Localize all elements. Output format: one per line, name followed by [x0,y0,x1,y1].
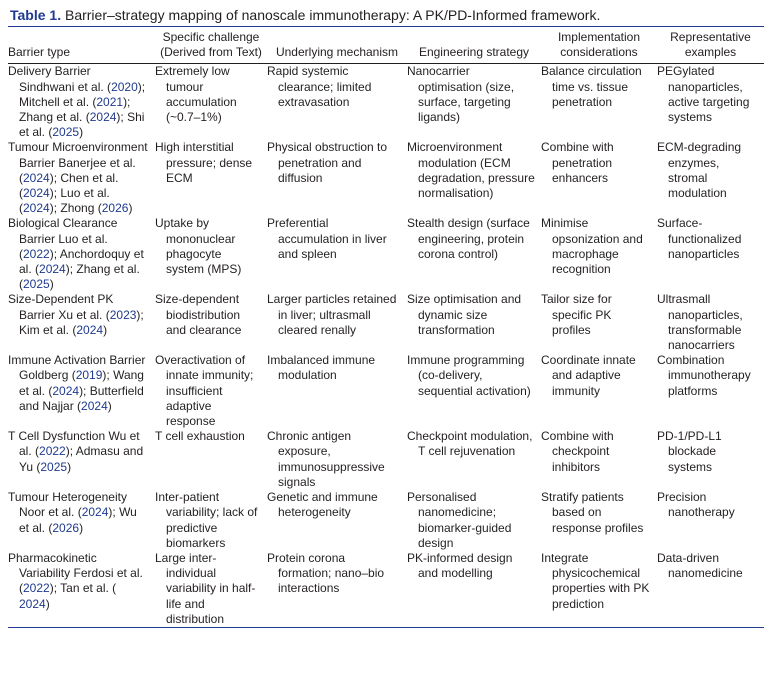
citation-year-link[interactable]: 2023 [109,307,137,322]
table-row [8,490,764,551]
table-label: Table 1. [10,7,62,23]
underlying-mechanism-text: Protein corona formation; nano–bio interactions [267,550,385,596]
citation-year-link[interactable]: 2024 [81,505,109,520]
citation-year-link[interactable]: 2026 [52,520,80,535]
specific-challenge-cell [155,140,267,216]
representative-examples-text: ECM-degrading enzymes, stromal modulation [657,140,742,201]
engineering-strategy-text: Nanocarrier optimisation (size, surface, targeting ligands) [407,64,515,125]
representative-examples-cell [657,216,764,292]
barrier-type-text [8,551,155,612]
header-barrier-type: Barrier type [8,30,155,64]
underlying-mechanism-cell [267,551,407,628]
table-row [8,551,764,628]
engineering-strategy-cell [407,551,541,628]
table-row [8,216,764,292]
engineering-strategy-cell [407,490,541,551]
representative-examples-cell [657,490,764,551]
specific-challenge-text: T cell exhaustion [155,429,245,444]
barrier-type-cell [8,353,155,429]
implementation-cell [541,551,657,628]
citation-text: Wu et al. ( [19,429,140,459]
citation-text: ( [19,201,23,216]
specific-challenge-cell [155,429,267,490]
representative-examples-text: PD-1/PD-L1 blockade systems [657,429,722,474]
citation-separator: ); Luo et al. [49,186,110,201]
citation-text: et al. ( [19,520,53,535]
implementation-text: Combine with penetration enhancers [541,140,614,185]
engineering-strategy-cell [407,140,541,216]
citation-year-link[interactable]: 2024 [19,596,46,611]
implementation-cell [541,292,657,353]
citation-text: Zhang et al. ( [19,110,90,125]
header-row [8,30,764,64]
citation-separator: ); Tan et al. ( [49,581,117,596]
underlying-mechanism-cell [267,64,407,141]
table-row [8,292,764,353]
citation-text: Kim et al. ( [19,322,77,337]
citation-text: Banerjee et al. ( [19,155,136,185]
citation-separator: ) [67,459,72,474]
barrier-type-cell [8,292,155,353]
citation-year-link[interactable]: 2024 [81,398,108,413]
barrier-strategy-table [8,30,764,628]
citation-year-link[interactable]: 2024 [23,186,50,201]
underlying-mechanism-text: Preferential accumulation in liver and spleen [267,216,387,261]
representative-examples-text: Precision nanotherapy [657,490,735,520]
citation-year-link[interactable]: 2025 [40,459,68,474]
underlying-mechanism-text: Rapid systemic clearance; limited extravasation [267,64,372,109]
implementation-cell [541,64,657,141]
citation-separator: ) [79,520,84,535]
citation-text: Sindhwani et al. ( [19,79,112,94]
table-row [8,140,764,216]
specific-challenge-text: Overactivation of innate immunity; insufficient adaptive response [155,353,254,429]
engineering-strategy-cell [407,292,541,353]
citation-text: Luo et al. ( [19,231,108,261]
barrier-type-cell [8,551,155,628]
citation-separator: ); Wu [108,505,137,520]
representative-examples-cell [657,353,764,429]
specific-challenge-text: Inter-patient variability; lack of predictive biomarkers [155,490,258,550]
citation-year-link[interactable]: 2024 [89,110,117,125]
barrier-type-cell [8,429,155,490]
representative-examples-text: Data-driven nanomedicine [657,550,743,581]
barrier-type-cell [8,140,155,216]
implementation-cell [541,429,657,490]
citation-text: ( [19,186,23,201]
table-row [8,64,764,141]
engineering-strategy-text: Size optimisation and dynamic size transformation [407,292,522,337]
citation-separator: ) [107,398,112,413]
underlying-mechanism-text: Physical obstruction to penetration and diffusion [267,140,388,185]
specific-challenge-cell [155,490,267,551]
underlying-mechanism-cell [267,353,407,429]
specific-challenge-cell [155,353,267,429]
barrier-type-cell [8,64,155,141]
representative-examples-cell [657,140,764,216]
representative-examples-cell [657,64,764,141]
table-title: Barrier–strategy mapping of nanoscale immunotherapy: A PK/PD-Informed framework. [64,7,601,23]
barrier-name: Delivery Barrier [8,64,91,79]
barrier-name: T Cell Dysfunction [8,429,106,444]
implementation-text: Stratify patients based on response profiles [541,490,644,535]
implementation-text: Tailor size for specific PK profiles [541,292,612,337]
citation-separator: ) [79,125,84,140]
engineering-strategy-text: PK-informed design and modelling [407,550,513,581]
specific-challenge-text: Uptake by mononuclear phagocyte system (MPS) [155,216,242,277]
engineering-strategy-text: Microenvironment modulation (ECM degradation, pressure normalisation) [407,140,535,201]
citation-separator: ); Zhang [65,262,111,277]
citation-year-link[interactable]: 2021 [96,94,124,109]
table-row [8,429,764,490]
barrier-type-text [8,216,155,292]
specific-challenge-cell [155,551,267,628]
implementation-text: Combine with checkpoint inhibitors [541,429,614,474]
representative-examples-cell [657,429,764,490]
barrier-type-text [8,140,155,216]
citation-separator: ) [45,596,50,611]
barrier-name: Tumour Microenvironment Barrier [8,140,148,170]
header-engineering-strategy: Engineering strategy [407,30,541,64]
implementation-cell [541,216,657,292]
top-rule [8,26,764,27]
barrier-type-cell [8,490,155,551]
citation-year-link[interactable]: 2024 [23,201,50,216]
citation-text: and Yu ( [19,444,144,474]
engineering-strategy-text: Personalised nanomedicine; biomarker-guided design [407,490,512,550]
implementation-text: Integrate physicochemical properties with PK prediction [541,550,650,611]
underlying-mechanism-cell [267,292,407,353]
underlying-mechanism-cell [267,216,407,292]
citation-year-link[interactable]: 2022 [23,246,50,261]
engineering-strategy-cell [407,353,541,429]
engineering-strategy-text: Checkpoint modulation, T cell rejuvenation [407,429,533,459]
underlying-mechanism-text: Imbalanced immune modulation [267,353,376,383]
implementation-cell [541,490,657,551]
citation-text: Najjar ( [42,398,82,413]
barrier-type-text [8,292,155,338]
barrier-type-text [8,490,155,536]
specific-challenge-cell [155,216,267,292]
barrier-name: Pharmacokinetic Variability [8,550,97,581]
table-caption [10,6,600,24]
citation-separator: ); [123,94,131,109]
implementation-text: Coordinate innate and adaptive immunity [541,353,636,398]
barrier-name: Size-Dependent PK Barrier [8,292,114,322]
citation-separator: ); Anchordoquy [49,246,131,261]
engineering-strategy-text: Stealth design (surface engineering, protein corona control) [407,216,530,261]
citation-text: Mitchell et al. ( [19,94,97,109]
header-specific-challenge: Specific challenge (Derived from Text) [155,30,267,64]
citation-text: Xu et al. ( [58,307,110,322]
citation-year-link[interactable]: 2026 [101,201,129,216]
implementation-text: Minimise opsonization and macrophage recognition [541,216,643,277]
citation-year-link[interactable]: 2020 [111,79,138,94]
citation-separator: ); Zhong [49,201,95,216]
citation-year-link[interactable]: 2024 [52,383,80,398]
engineering-strategy-text: Immune programming (co-delivery, sequential activation) [407,353,531,398]
citation-year-link[interactable]: 2025 [23,277,50,292]
citation-text: ( [97,201,102,216]
implementation-cell [541,140,657,216]
barrier-type-cell [8,216,155,292]
barrier-name: Biological Clearance Barrier [8,216,118,246]
header-representative-examples: Representative examples [657,30,764,64]
specific-challenge-text: Size-dependent biodistribution and clearance [155,292,242,337]
citation-year-link[interactable]: 2024 [23,170,50,185]
representative-examples-cell [657,551,764,628]
citation-separator: ) [128,201,133,216]
underlying-mechanism-cell [267,140,407,216]
citation-text: ( [48,383,53,398]
barrier-type-text [8,353,155,414]
underlying-mechanism-text: Genetic and immune heterogeneity [267,490,378,520]
representative-examples-text: Combination immunotherapy platforms [657,353,751,398]
citation-text: et al. ( [19,246,144,277]
citation-separator: ); [137,79,146,94]
specific-challenge-text: Large inter-individual variability in half-life and distribution [155,550,256,626]
barrier-name: Tumour Heterogeneity [8,490,127,505]
citation-separator: ); Chen et al. [49,170,119,185]
citation-year-link[interactable]: 2025 [52,125,80,140]
table-body [8,64,764,628]
representative-examples-text: Surface-functionalized nanoparticles [657,216,742,261]
underlying-mechanism-cell [267,490,407,551]
citation-separator: ) [49,277,54,292]
underlying-mechanism-cell [267,429,407,490]
specific-challenge-text: Extremely low tumour accumulation (~0.7–1%) [155,64,237,125]
barrier-type-text [8,64,155,140]
underlying-mechanism-text: Larger particles retained in liver; ultrasmall cleared renally [267,292,397,337]
citation-separator: ); Shi [116,110,145,125]
citation-separator: ); Butterfield and [19,383,144,413]
header-implementation-considerations: Implementation considerations [541,30,657,64]
engineering-strategy-cell [407,429,541,490]
citation-separator: ) [103,322,108,337]
table-row [8,353,764,429]
barrier-type-text [8,429,155,475]
implementation-text: Balance circulation time vs. tissue penetration [541,64,642,109]
citation-year-link[interactable]: 2019 [75,368,103,383]
implementation-cell [541,353,657,429]
citation-year-link[interactable]: 2022 [39,444,66,459]
specific-challenge-text: High interstitial pressure; dense ECM [155,140,253,185]
citation-separator: ); Wang et al. [19,368,144,398]
underlying-mechanism-text: Chronic antigen exposure, immunosuppressive signals [267,429,385,489]
specific-challenge-cell [155,64,267,141]
citation-text: Ferdosi et al. ( [19,566,143,596]
citation-separator: ); Admasu [65,444,120,459]
citation-year-link[interactable]: 2024 [76,322,104,337]
citation-text: Noor et al. ( [19,505,82,520]
citation-year-link[interactable]: 2024 [39,262,66,277]
representative-examples-text: Ultrasmall nanoparticles, transformable nanocarriers [657,292,743,353]
representative-examples-cell [657,292,764,353]
barrier-name: Immune Activation Barrier [8,353,146,368]
citation-separator: ); [136,307,144,322]
citation-text: et al. ( [19,262,140,292]
citation-text: Goldberg ( [19,368,76,383]
specific-challenge-cell [155,292,267,353]
engineering-strategy-cell [407,64,541,141]
citation-year-link[interactable]: 2022 [23,581,50,596]
citation-text: et al. ( [19,125,53,140]
representative-examples-text: PEGylated nanoparticles, active targeting systems [657,64,750,125]
engineering-strategy-cell [407,216,541,292]
header-underlying-mechanism: Underlying mechanism [267,30,407,64]
